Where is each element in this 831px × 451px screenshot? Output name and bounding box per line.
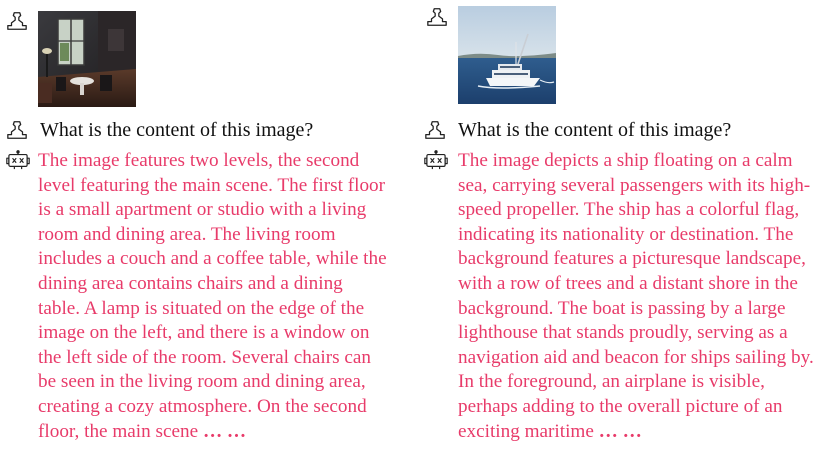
answer-ellipsis: … … <box>202 420 247 442</box>
answer-text <box>458 149 818 444</box>
thumbnail-image <box>458 6 556 104</box>
question-text: What is the content of this image? <box>458 119 732 141</box>
question-text: What is the content of this image? <box>40 119 314 141</box>
chat-panel-left <box>0 0 400 451</box>
answer-text <box>38 149 388 444</box>
chat-panel-right <box>418 0 818 451</box>
question-row <box>424 118 731 142</box>
robot-icon <box>424 150 448 170</box>
user-icon <box>426 6 448 28</box>
answer-ellipsis: … … <box>598 420 642 442</box>
answer-body: The image features two levels, the second level featuring the main scene. The first floor is a small apartment or studio with a living room and dining area. The living room includes a couch and a coffee table, while the dining area contains chairs and a dining table. A lamp is situated on the edge of the image on the left, and there is a window on the left side of the room. Several chairs can be seen in the living room and dining area, creating a cozy atmosphere. On the second floor, the main scene <box>38 150 387 442</box>
answer-body: The image depicts a ship floating on a calm sea, carrying several passengers with its high-speed propeller. The ship has a colorful flag, indicating its nationality or destination. The background features a picturesque landscape, with a row of trees and a distant shore in the background. The boat is passing by a large lighthouse that stands proudly, serving as a navigation aid and beacon for ships sailing by. In the foreground, an airplane is visible, perhaps adding to the overall picture of an exciting maritime <box>458 150 814 442</box>
user-icon <box>6 119 28 141</box>
user-icon <box>424 119 446 141</box>
thumbnail-image <box>38 11 136 107</box>
question-row <box>6 118 313 142</box>
robot-icon <box>6 150 30 170</box>
user-icon <box>6 10 28 32</box>
